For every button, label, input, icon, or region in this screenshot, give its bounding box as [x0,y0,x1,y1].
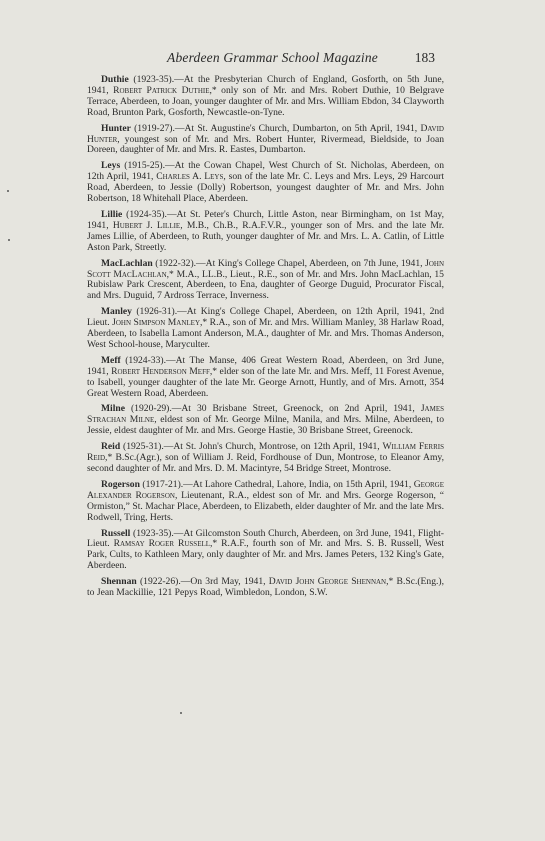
entry-surname: MacLachlan [101,257,153,269]
entry-person: David Hunter, [87,122,444,145]
entry-maclachlan [87,259,444,303]
entry-surname: Russell [101,527,131,539]
entry-person: George Alexander Rogerson, [87,478,444,501]
entry-text: son of the late Mr. C. Leys and Mrs. Leys, 29 Harcourt Road, Aberdeen, to Jessie (Dolly) Robertson, youngest daughter of Mr. and Mrs. John Robertson, 18 Whitehall Place, Aberdeen. [87,171,444,205]
entry-person: William Ferris Reid, [87,441,444,464]
entry-hunter [87,124,444,157]
page-header [0,50,545,70]
marriage-entries [87,75,444,604]
entry-manley [87,307,444,351]
entry-text: (1922-26).—On 3rd May, 1941, [136,576,269,588]
running-title: Aberdeen Grammar School Magazine [167,50,378,65]
entry-person: John Scott MacLachlan, [87,257,444,280]
entry-text: (1924-35).—At St. Peter's Church, Little Aston, near Birmingham, on 1st May, 1941, [87,208,444,231]
entry-text: * M.A., LL.B., Lieut., R.E., son of Mr. and Mrs. John MacLachlan, 15 Rubislaw Park Crescent, Aberdeen, to Ena, daughter of George Duguid, Procurator Fiscal, and Mrs. Duguid, 7 Ardross Terrace, Inverness. [87,268,444,302]
entry-surname: Meff [101,354,121,366]
entry-person: Robert Patrick Duthie, [113,84,212,96]
paper-speck [8,239,10,241]
entry-text: * R.A., son of Mr. and Mrs. William Manley, 38 Harlaw Road, Aberdeen, to Isabella Lamont Anderson, M.A., daughter of Mr. and Mrs. Thomas Anderson, West School-house, Maryculter. [87,317,444,350]
entry-text: * B.Sc.(Eng.), to Jean Mackillie, 121 Pepys Road, Wimbledon, London, S.W. [87,576,444,599]
entry-surname: Shennan [101,576,137,588]
entry-text: (1922-32).—At King's College Chapel, Aberdeen, on 7th June, 1941, [152,257,426,269]
entry-text: * R.A.F., fourth son of Mr. and Mrs. S. B. Russell, West Park, Cults, to Kathleen Mary, only daughter of Mr. and Mrs. James Peters, 132 King's Gate, Aberdeen. [87,538,445,572]
entry-person: Hubert J. Lillie, [112,219,183,231]
entry-text: Lieutenant, R.A., eldest son of Mr. and Mrs. George Rogerson, “ Ormiston,” St. Machar Place, Aberdeen, to Elizabeth, elder daughter of Mr. and the late Mrs. Rodwell, Tring, Herts. [87,489,444,523]
entry-russell [87,529,444,573]
entry-duthie [87,75,444,119]
entry-text: (1925-31).—At St. John's Church, Montrose, on 12th April, 1941, [120,441,383,453]
entry-surname: Duthie [101,74,129,85]
entry-surname: Rogerson [101,478,140,490]
entry-text: M.B., Ch.B., R.A.F.V.R., younger son of Mrs. and the late Mr. James Lillie, of Aberdeen, to Ruth, younger daughter of Mr. and Mrs. L. A. Catlin, of Little Aston Park, Streetly. [87,219,444,253]
entry-leys [87,161,444,205]
entry-meff [87,356,444,400]
entry-person: James Strachan Milne, [87,403,444,426]
entry-rogerson [87,480,444,524]
entry-text: eldest son of Mr. George Milne, Manila, and Mrs. Milne, Aberdeen, to Jessie, eldest daughter of Mr. and Mrs. George Hastie, 30 Brisbane Street, Greenock. [87,414,445,437]
entry-text: (1923-35).—At Gilcomston South Church, Aberdeen, on 3rd June, 1941, Flight-Lieut. [87,527,444,550]
entry-person: Charles A. Leys, [156,171,226,183]
entry-person: Ramsay Roger Russell, [113,538,213,550]
entry-person: John Simpson Manley, [112,317,203,329]
entry-person: David John George Shennan, [268,576,389,588]
entry-surname: Milne [101,403,125,415]
entry-text: youngest son of Mr. and Mrs. Robert Hunter, Rivermead, Bieldside, to Joan Doreen, daughter of Mr. and Mrs. R. Eastes, Dumbarton. [87,133,444,156]
entry-text: (1926-31).—At King's College Chapel, Aberdeen, on 12th April, 1941, 2nd Lieut. [87,306,444,329]
entry-surname: Lillie [101,208,123,220]
entry-reid [87,442,444,475]
page-number: 183 [414,50,435,65]
entry-text: (1920-29).—At 30 Brisbane Street, Greenock, on 2nd April, 1941, [124,403,421,415]
entry-person: Robert Henderson Meff, [111,365,213,377]
entry-text: * B.Sc.(Agr.), son of William J. Reid, Fordhouse of Dun, Montrose, to Eleanor Amy, second daughter of Mr. and Mrs. D. M. Macintyre, 54 Bridge Street, Montrose. [87,452,444,474]
entry-surname: Leys [101,160,121,172]
entry-milne [87,404,444,437]
entry-surname: Manley [101,306,132,318]
entry-shennan [87,577,444,599]
entry-text: * elder son of the late Mr. and Mrs. Meff, 11 Forest Avenue, to Isabell, younger daughter of the late Mr. George Arnott, Huntly, and of Mrs. Arnott, 354 Great Western Road, Aberdeen. [87,365,444,399]
entry-text: (1924-33).—At The Manse, 406 Great Western Road, Aberdeen, on 3rd June, 1941, [87,354,444,377]
paper-speck [7,190,9,192]
entry-surname: Hunter [101,122,131,134]
entry-surname: Reid [101,441,121,453]
entry-text: (1923-35).—At the Presbyterian Church of England, Gosforth, on 5th June, 1941, [87,74,444,96]
entry-text: * only son of Mr. and Mrs. Robert Duthie, 10 Belgrave Terrace, Aberdeen, to Joan, younger daughter of Mr. and Mrs. William Ebdon, 34 Clayworth Road, Brunton Park, Gosforth, Newcastle-on-Tyne. [87,84,445,118]
entry-lillie [87,210,444,254]
paper-speck [180,712,182,714]
entry-text: (1919-27).—At St. Augustine's Church, Dumbarton, on 5th April, 1941, [130,122,421,134]
entry-text: (1917-21).—At Lahore Cathedral, Lahore, India, on 15th April, 1941, [139,478,414,490]
entry-text: (1915-25).—At the Cowan Chapel, West Church of St. Nicholas, Aberdeen, on 12th April, 1941, [87,160,444,183]
